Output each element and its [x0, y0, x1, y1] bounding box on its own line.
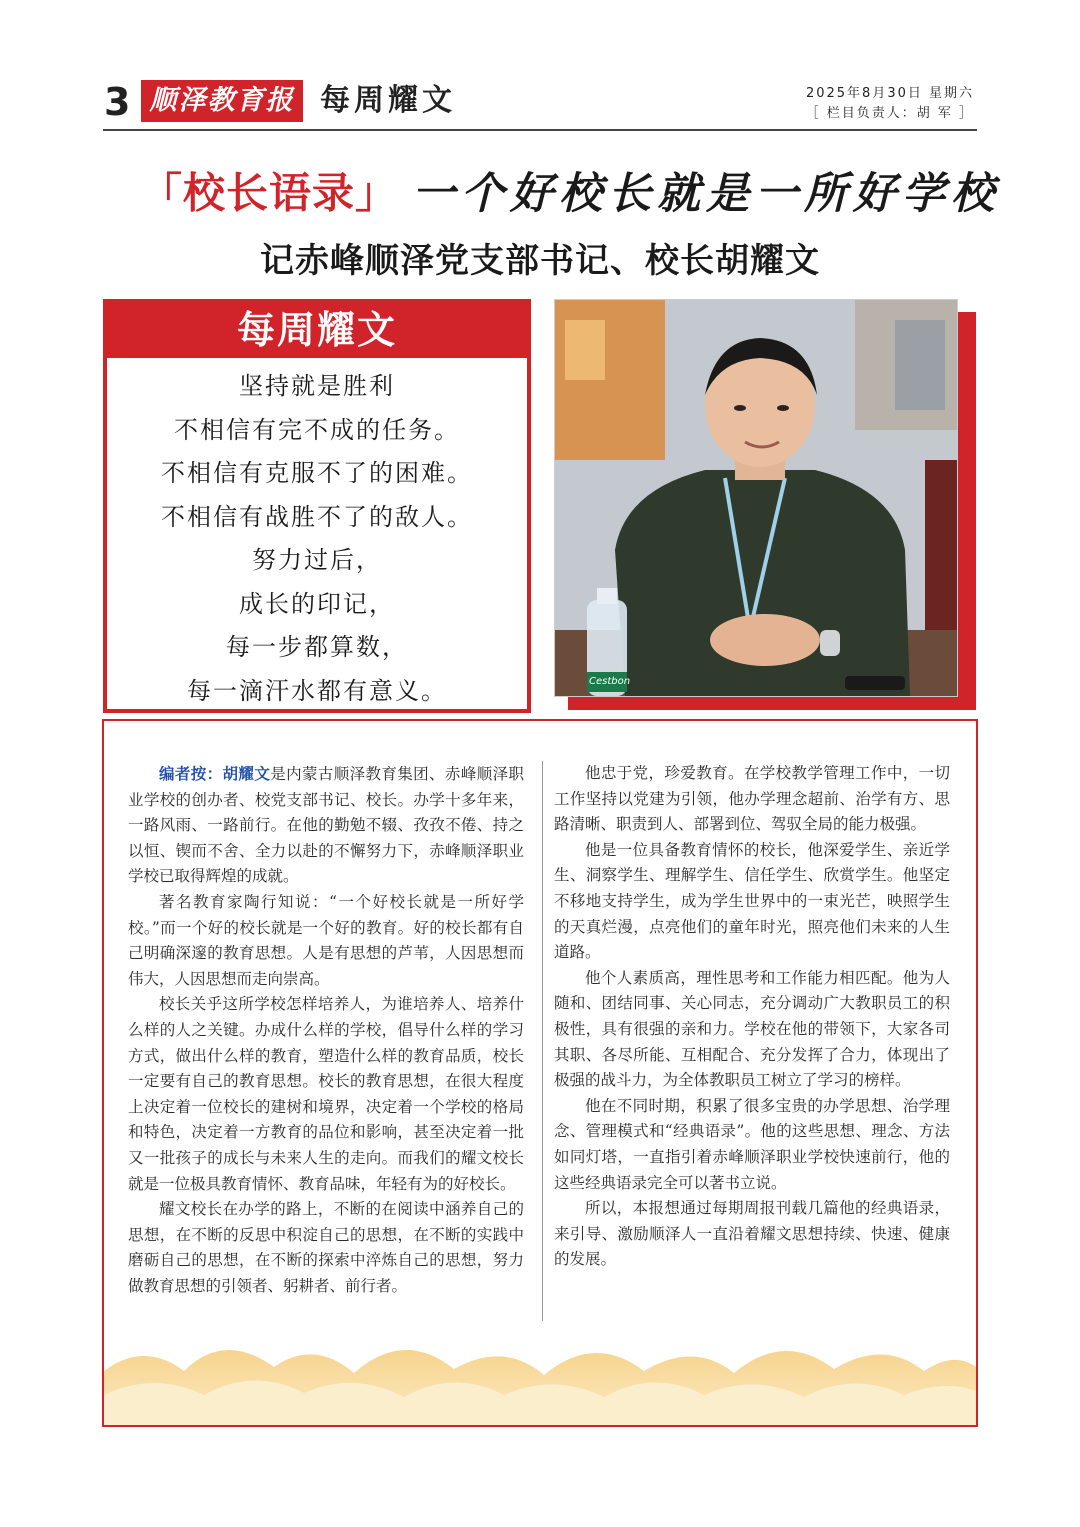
article-paragraph: 耀文校长在办学的路上，不断的在阅读中涵养自己的思想，在不断的反思中积淀自己的思想，在不断的实践中磨砺自己的思想，在不断的探索中淬炼自己的思想，努力做教育思想的引领者、躬耕者、前行者。: [128, 1200, 524, 1295]
masthead-divider: [103, 129, 977, 131]
motto-line: 不相信有战胜不了的敌人。: [161, 502, 473, 531]
article-paragraph: 他在不同时期，积累了很多宝贵的办学思想、治学理念、管理模式和“经典语录”。他的这些思想、理念、方法如同灯塔，一直指引着赤峰顺泽职业学校快速前行，他的这些经典语录完全可以著书立说。: [554, 1096, 950, 1192]
article-column-right: [554, 761, 950, 1273]
motto-box: [103, 299, 531, 713]
cloud-decoration: [104, 1321, 976, 1425]
motto-line: 每一滴汗水都有意义。: [187, 676, 447, 705]
paper-logo: 顺泽教育报: [141, 80, 303, 122]
editor-note-name: 胡耀文: [222, 764, 271, 783]
article-frame: [102, 719, 978, 1427]
motto-line: 努力过后，: [252, 546, 382, 574]
article-paragraph: 他个人素质高，理性思考和工作能力相匹配。他为人随和、团结同事、关心同志，充分调动广大教职员工的积极性，具有很强的亲和力。学校在他的带领下，大家各司其职、各尽所能、互相配合、充分发挥了合力，体现出了极强的战斗力，为全体教职员工树立了学习的榜样。: [554, 968, 950, 1090]
article-paragraph: 他是一位具备教育情怀的校长，他深爱学生、亲近学生、洞察学生、理解学生、信任学生、欣赏学生。他坚定不移地支持学生，成为学生世界中的一束光芒，映照学生的天真烂漫，点亮他们的童年时光，照亮他们未来的人生道路。: [554, 840, 950, 962]
motto-line: 成长的印记，: [239, 589, 395, 618]
paragraph-text: 是内蒙古顺泽教育集团、赤峰顺泽职业学校的创办者、校党支部书记、校长。办学十多年来，一路风雨、一路前行。在他的勤勉不辍、孜孜不倦、持之以恒、锲而不舍、全力以赴的不懈努力下，赤峰顺泽职业学校已取得辉煌的成就。: [128, 765, 524, 886]
principal-photo-illustration: [555, 300, 957, 696]
article-paragraph: 所以，本报想通过每期周报刊载几篇他的经典语录，来引导、激励顺泽人一直沿着耀文思想持续、快速、健康的发展。: [554, 1199, 950, 1269]
principal-photo: [554, 299, 958, 697]
publication-date: 2025年8月30日 星期六: [805, 86, 974, 101]
editor-note-label: 编者按：: [159, 764, 223, 783]
bottle-label: Cestbon: [589, 676, 631, 687]
motto-line: 坚持就是胜利: [239, 372, 395, 400]
headline: [140, 160, 1000, 220]
section-name: 每周耀文: [320, 83, 456, 118]
motto-line: 每一步都算数，: [226, 633, 408, 661]
article-paragraph: 他忠于党，珍爱教育。在学校教学管理工作中，一切工作坚持以党建为引领，他办学理念超前、治学有方、思路清晰、职责到人、部署到位、驾驭全局的能力极强。: [554, 764, 950, 834]
headline-title: 一个好校长就是一所好学校: [412, 169, 1001, 219]
motto-heading: 每周耀文: [107, 303, 527, 358]
column-tag: 「校长语录」: [140, 168, 399, 218]
column-divider: [542, 761, 543, 1321]
motto-line: 不相信有克服不了的困难。: [161, 459, 473, 487]
motto-line: 不相信有完不成的任务。: [174, 415, 460, 444]
motto-lines: [107, 365, 527, 713]
article-column-left: [128, 761, 524, 1299]
article-paragraph: [128, 761, 524, 890]
column-editor: ［ 栏目负责人：胡 军 ］: [805, 106, 974, 121]
page-number: 3: [104, 80, 131, 124]
article-paragraph: 著名教育家陶行知说：“一个好校长就是一所好学校。”而一个好的校长就是一个好的教育。好的校长都有自己明确深邃的教育思想。人是有思想的芦苇，人因思想而伟大，人因思想而走向崇高。: [128, 892, 524, 988]
subheadline: 记赤峰顺泽党支部书记、校长胡耀文: [260, 241, 820, 281]
article-paragraph: 校长关乎这所学校怎样培养人，为谁培养人、培养什么样的人之关键。办成什么样的学校，倡导什么样的学习方式，做出什么样的教育，塑造什么样的教育品质，校长一定要有自己的教育思想。校长的教育思想，在很大程度上决定着一位校长的建树和境界，决定着一个学校的格局和特色，决定着一方教育的品位和影响，甚至决定着一批又一批孩子的成长与未来人生的走向。而我们的耀文校长就是一位极具教育情怀、教育品味，年轻有为的好校长。: [128, 995, 524, 1193]
